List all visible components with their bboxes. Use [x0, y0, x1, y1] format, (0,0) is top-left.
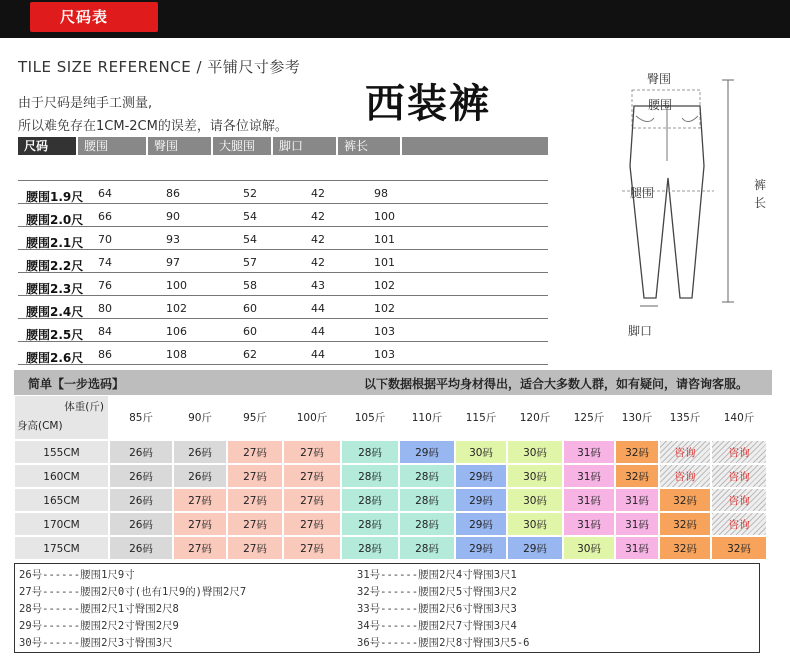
size-cell: 29码 — [455, 536, 507, 560]
size-value: 106 — [166, 325, 187, 338]
size-row-label: 腰围2.0尺 — [26, 213, 84, 227]
size-value: 44 — [311, 348, 325, 361]
consult-cell: 咨询 — [659, 464, 711, 488]
size-value: 58 — [243, 279, 257, 292]
weight-header: 120斤 — [507, 395, 563, 440]
size-row-label: 腰围1.9尺 — [26, 190, 84, 204]
size-cell: 31码 — [563, 440, 615, 464]
size-row-label: 腰围2.1尺 — [26, 236, 84, 250]
pants-diagram — [600, 66, 790, 346]
size-value: 60 — [243, 325, 257, 338]
size-value: 86 — [166, 187, 180, 200]
legend-item: 36号------腰围2尺8寸臀围3尺5-6 — [357, 637, 530, 649]
size-value: 97 — [166, 256, 180, 269]
size-cell: 27码 — [173, 512, 227, 536]
size-cell: 30码 — [455, 440, 507, 464]
recommend-header — [14, 370, 772, 395]
size-value: 44 — [311, 302, 325, 315]
size-value: 103 — [374, 325, 395, 338]
weight-header: 105斤 — [341, 395, 399, 440]
size-cell: 27码 — [283, 488, 341, 512]
size-cell: 29码 — [455, 512, 507, 536]
legend-item: 29号------腰围2尺2寸臀围2尺9 — [19, 620, 179, 632]
size-row-label: 腰围2.5尺 — [26, 328, 84, 342]
size-cell: 32码 — [659, 512, 711, 536]
legend-item: 31号------腰围2尺4寸臀围3尺1 — [357, 569, 517, 581]
size-cell: 31码 — [615, 536, 659, 560]
size-value: 103 — [374, 348, 395, 361]
consult-cell: 咨询 — [711, 464, 767, 488]
size-cell: 28码 — [399, 464, 455, 488]
weight-header: 115斤 — [455, 395, 507, 440]
weight-header: 85斤 — [109, 395, 173, 440]
size-cell: 27码 — [227, 488, 283, 512]
size-cell: 27码 — [227, 512, 283, 536]
legend-item: 27号------腰围2尺0寸(也有1尺9的)臀围2尺7 — [19, 586, 247, 598]
size-cell: 27码 — [173, 536, 227, 560]
size-value: 86 — [98, 348, 112, 361]
size-value: 74 — [98, 256, 112, 269]
label-thigh: 腿围 — [630, 186, 655, 200]
weight-header: 100斤 — [283, 395, 341, 440]
size-cell: 29码 — [507, 536, 563, 560]
size-row — [18, 227, 548, 250]
size-cell: 27码 — [283, 536, 341, 560]
weight-header: 140斤 — [711, 395, 767, 440]
size-cell: 31码 — [615, 512, 659, 536]
corner-cell — [14, 395, 109, 440]
size-cell: 27码 — [173, 488, 227, 512]
label-hip: 臀围 — [647, 72, 672, 86]
size-value: 98 — [374, 187, 388, 200]
size-cell: 26码 — [109, 464, 173, 488]
size-value: 66 — [98, 210, 112, 223]
consult-cell: 咨询 — [659, 440, 711, 464]
legend-item: 34号------腰围2尺7寸臀围3尺4 — [357, 620, 517, 632]
size-row — [18, 342, 548, 365]
size-value: 42 — [311, 187, 325, 200]
weight-header: 95斤 — [227, 395, 283, 440]
size-value: 42 — [311, 256, 325, 269]
size-cell: 30码 — [507, 512, 563, 536]
size-cell: 27码 — [283, 464, 341, 488]
size-cell: 27码 — [283, 512, 341, 536]
size-value: 54 — [243, 233, 257, 246]
size-row — [18, 273, 548, 296]
size-cell: 28码 — [341, 536, 399, 560]
size-cell: 27码 — [283, 440, 341, 464]
size-cell: 30码 — [563, 536, 615, 560]
col-hem: 脚口 — [273, 137, 338, 155]
height-label: 175CM — [14, 536, 109, 560]
weight-header: 130斤 — [615, 395, 659, 440]
size-value: 76 — [98, 279, 112, 292]
size-row-label: 腰围2.2尺 — [26, 259, 84, 273]
size-cell: 26码 — [109, 536, 173, 560]
size-cell: 31码 — [615, 488, 659, 512]
legend-item: 30号------腰围2尺3寸臀围3尺 — [19, 637, 173, 649]
size-value: 84 — [98, 325, 112, 338]
size-value: 54 — [243, 210, 257, 223]
size-value: 100 — [166, 279, 187, 292]
consult-cell: 咨询 — [711, 488, 767, 512]
label-hem: 脚口 — [628, 324, 653, 338]
recommend-title: 简单【一步选码】 — [28, 377, 125, 391]
height-label: 170CM — [14, 512, 109, 536]
col-length: 裤长 — [338, 137, 402, 155]
size-value: 101 — [374, 233, 395, 246]
size-row — [18, 319, 548, 342]
size-cell: 31码 — [563, 488, 615, 512]
size-cell: 32码 — [659, 536, 711, 560]
size-value: 42 — [311, 233, 325, 246]
reference-title: TILE SIZE REFERENCE / 平铺尺寸参考 — [18, 58, 301, 76]
size-value: 101 — [374, 256, 395, 269]
weight-header: 90斤 — [173, 395, 227, 440]
size-value: 60 — [243, 302, 257, 315]
size-row — [18, 296, 548, 319]
recommend-subtitle: 以下数据根据平均身材得出，适合大多数人群，如有疑问，请咨询客服。 — [363, 377, 748, 391]
height-label: 155CM — [14, 440, 109, 464]
size-cell: 28码 — [399, 512, 455, 536]
size-value: 108 — [166, 348, 187, 361]
size-cell: 29码 — [399, 440, 455, 464]
size-cell: 32码 — [615, 440, 659, 464]
consult-cell: 咨询 — [711, 440, 767, 464]
size-cell: 32码 — [615, 464, 659, 488]
size-value: 64 — [98, 187, 112, 200]
corner-height-label: 身高(CM) — [17, 420, 63, 432]
size-value: 102 — [166, 302, 187, 315]
size-row-label: 腰围2.4尺 — [26, 305, 84, 319]
height-label: 165CM — [14, 488, 109, 512]
legend-item: 33号------腰围2尺6寸臀围3尺3 — [357, 603, 517, 615]
weight-header: 110斤 — [399, 395, 455, 440]
label-waist: 腰围 — [648, 98, 673, 112]
col-thigh: 大腿围 — [213, 137, 273, 155]
size-cell: 30码 — [507, 440, 563, 464]
top-bar — [0, 0, 790, 38]
size-cell: 28码 — [341, 464, 399, 488]
size-cell: 27码 — [227, 536, 283, 560]
col-size: 尺码 — [18, 137, 78, 155]
size-row-label: 腰围2.3尺 — [26, 282, 84, 296]
size-value: 44 — [311, 325, 325, 338]
size-cell: 29码 — [455, 464, 507, 488]
size-row-label: 腰围2.6尺 — [26, 351, 84, 365]
size-row — [18, 250, 548, 273]
size-cell: 26码 — [109, 440, 173, 464]
size-value: 57 — [243, 256, 257, 269]
size-cell: 28码 — [341, 512, 399, 536]
size-value: 93 — [166, 233, 180, 246]
size-cell: 26码 — [173, 440, 227, 464]
size-row — [18, 181, 548, 204]
weight-header: 135斤 — [659, 395, 711, 440]
size-chart-tab: 尺码表 — [30, 2, 158, 32]
weight-header: 125斤 — [563, 395, 615, 440]
size-value: 43 — [311, 279, 325, 292]
size-cell: 30码 — [507, 488, 563, 512]
size-value: 102 — [374, 279, 395, 292]
note-line-2: 所以难免存在1CM-2CM的误差，请各位谅解。 — [18, 119, 288, 134]
size-cell: 27码 — [227, 440, 283, 464]
header-fill — [402, 137, 548, 155]
consult-cell: 咨询 — [711, 512, 767, 536]
size-cell: 26码 — [109, 512, 173, 536]
size-value: 90 — [166, 210, 180, 223]
size-legend — [14, 563, 760, 653]
col-hip: 臀围 — [148, 137, 213, 155]
size-cell: 26码 — [109, 488, 173, 512]
size-value: 70 — [98, 233, 112, 246]
size-value: 102 — [374, 302, 395, 315]
size-table-header — [18, 137, 548, 155]
col-waist: 腰围 — [78, 137, 148, 155]
size-cell: 28码 — [341, 488, 399, 512]
size-cell: 32码 — [659, 488, 711, 512]
product-title: 西装裤 — [365, 81, 491, 127]
note-line-1: 由于尺码是纯手工测量, — [18, 96, 153, 111]
size-cell: 31码 — [563, 512, 615, 536]
size-cell: 31码 — [563, 464, 615, 488]
size-cell: 28码 — [399, 488, 455, 512]
legend-item: 28号------腰围2尺1寸臀围2尺8 — [19, 603, 179, 615]
corner-weight-label: 体重(斤) — [64, 401, 104, 413]
recommend-table — [14, 395, 772, 560]
size-cell: 30码 — [507, 464, 563, 488]
size-cell: 29码 — [455, 488, 507, 512]
legend-item: 32号------腰围2尺5寸臀围3尺2 — [357, 586, 517, 598]
size-cell: 28码 — [399, 536, 455, 560]
size-value: 80 — [98, 302, 112, 315]
size-value: 52 — [243, 187, 257, 200]
label-length: 裤长 — [754, 178, 767, 210]
size-value: 62 — [243, 348, 257, 361]
size-cell: 26码 — [173, 464, 227, 488]
size-value: 100 — [374, 210, 395, 223]
height-label: 160CM — [14, 464, 109, 488]
size-value: 42 — [311, 210, 325, 223]
size-row — [18, 204, 548, 227]
size-cell: 27码 — [227, 464, 283, 488]
size-cell: 32码 — [711, 536, 767, 560]
size-cell: 28码 — [341, 440, 399, 464]
legend-item: 26号------腰围1尺9寸 — [19, 569, 135, 581]
